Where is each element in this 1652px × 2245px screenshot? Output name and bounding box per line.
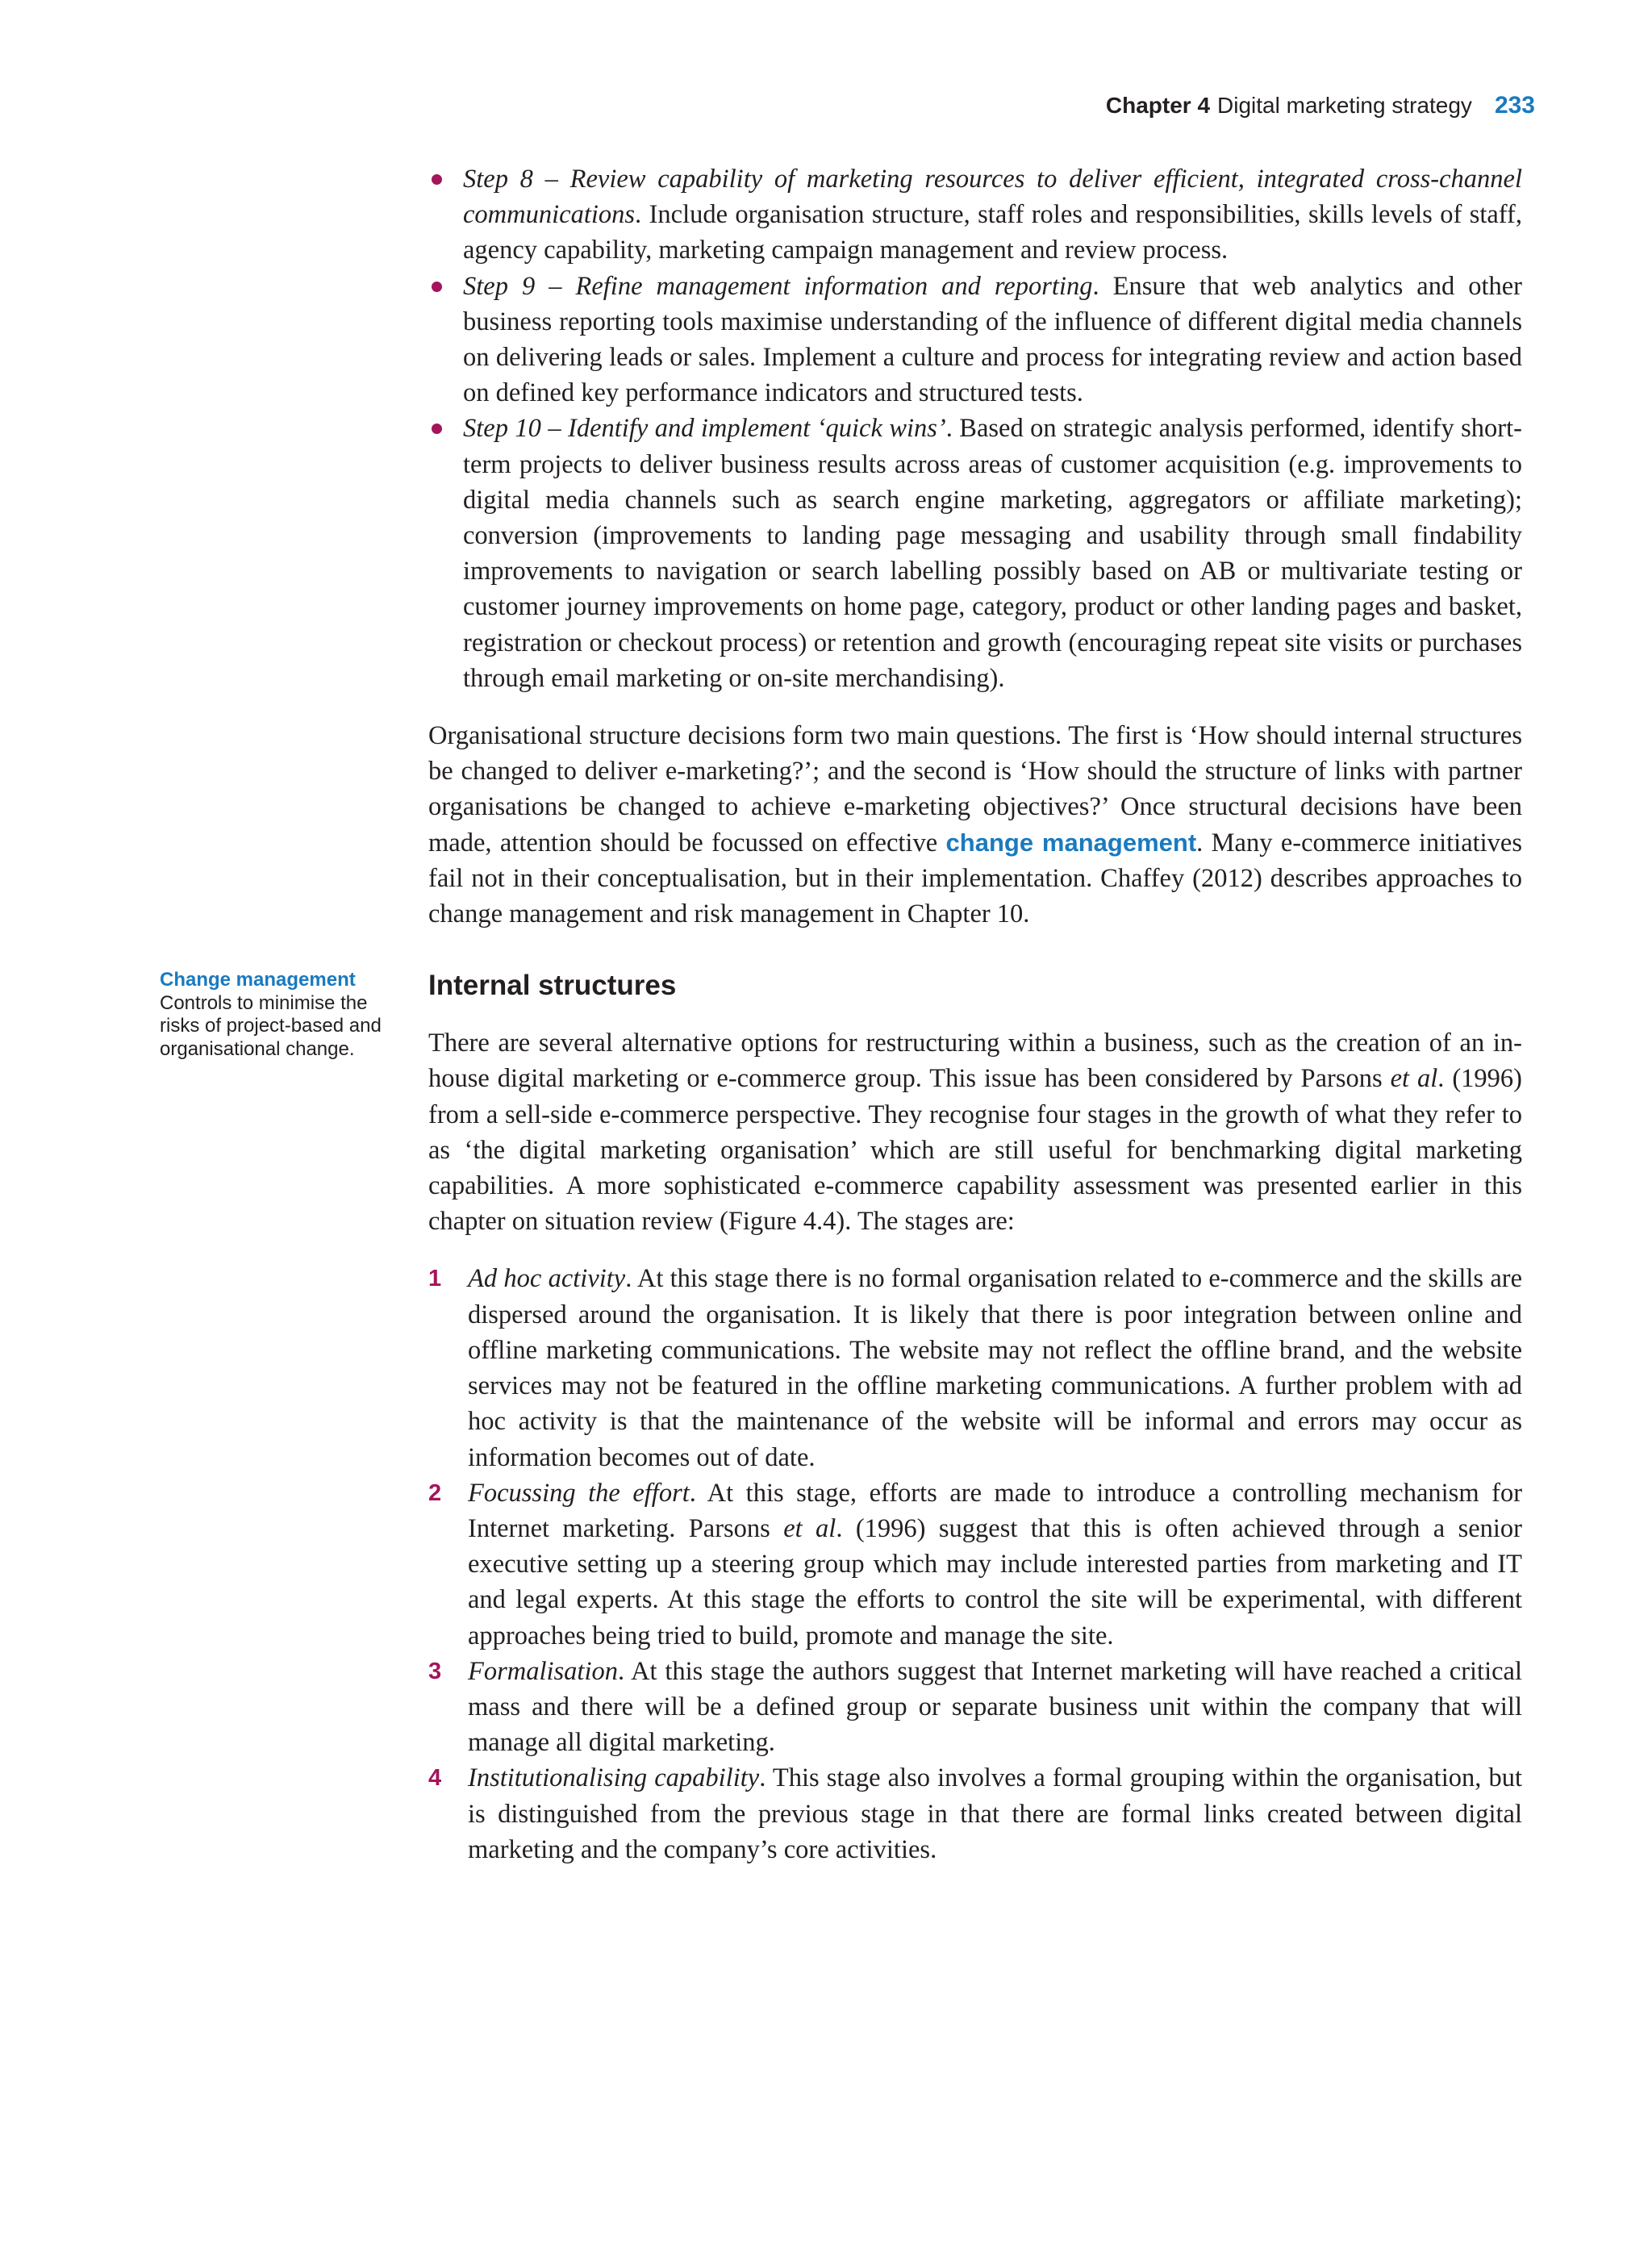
stage-number: 4	[428, 1765, 442, 1792]
list-item	[428, 411, 1522, 696]
stage-text: . This stage also involves a formal grouping within the organisation, but is distinguished from the previous stage in that there are formal links created between digital marketing and the company’s core activities.	[468, 1763, 1522, 1864]
stage-title: Formalisation	[468, 1656, 618, 1686]
stage-text: . At this stage there is no formal organisation related to e-commerce and the skills are dispersed around the organisation. It is likely that there is poor integration between online and offline marketing communications. The website may not reflect the offline brand, and the website services may not be featured in the offline marketing communications. A further problem with ad hoc activity is that the maintenance of the website will be informal and errors may occur as information becomes out of date.	[468, 1264, 1522, 1472]
margin-definition-text: Controls to minimise the risks of project-based and organisational change.	[160, 991, 382, 1060]
list-item	[428, 1654, 1522, 1761]
list-item	[428, 1261, 1522, 1475]
italic-text: et al	[1390, 1064, 1438, 1094]
list-item	[428, 161, 1522, 269]
stage-text: . At this stage, efforts are made to introduce a controlling mechanism for Internet marketing. Parsons	[468, 1478, 1523, 1543]
list-item	[428, 269, 1522, 411]
italic-text: et al	[783, 1513, 836, 1543]
running-head	[1106, 92, 1535, 127]
paragraph-text: There are several alternative options for restructuring within a business, such as the creation of an in-house digital marketing or e-commerce group. This issue has been considered by Parsons	[428, 1029, 1522, 1094]
paragraph-text: Organisational structure decisions form two main questions. The first is ‘How should internal structures be changed to deliver e-marketing?’; and the second is ‘How should the structure of links with partner organisations be changed to achieve e-marketing objectives?’ Once structural decisions have been made, attention should be focussed on effective	[428, 721, 1522, 858]
stage-title: Focussing the effort	[468, 1478, 690, 1508]
margin-definition	[160, 969, 402, 1061]
section-heading: Internal structures	[428, 970, 677, 1002]
stage-text: . (1996) suggest that this is often achieved through a senior executive setting up a steering group which may include interested parties from marketing and IT and legal experts. At this stage the efforts to control the site will be experimental, with different approaches being tried to build, promote and manage the site.	[468, 1513, 1523, 1650]
stage-title: Institutionalising capability	[468, 1763, 760, 1793]
paragraph-text: . Many e-commerce initiatives fail not in their conceptualisation, but in their implementation. Chaffey (2012) describes approaches to change management and risk management in Chapter 10.	[428, 828, 1522, 929]
list-item	[428, 1475, 1522, 1654]
stage-text: . At this stage the authors suggest that Internet marketing will have reached a critical mass and there will be a defined group or separate business unit within the company that will manage all digital marketing.	[468, 1656, 1522, 1758]
bullet-icon	[432, 424, 442, 434]
chapter-label: Chapter 4	[1105, 93, 1211, 118]
step-title: Step 9 – Refine management information and reporting	[463, 271, 1093, 301]
list-item	[428, 1760, 1522, 1867]
paragraph	[428, 1025, 1522, 1239]
stage-number: 2	[428, 1479, 442, 1506]
stages-list	[428, 1261, 1522, 1867]
stage-number: 3	[428, 1658, 442, 1684]
paragraph-text: . (1996) from a sell-side e-commerce perspective. They recognise four stages in the growth of what they refer to as ‘the digital marketing organisation’ which are still useful for benchmarking digital marketing capabilities. A more sophisticated e-commerce capability assessment was presented earlier in this chapter on situation review (Figure 4.4). The stages are:	[428, 1064, 1522, 1237]
step-text: . Include organisation structure, staff roles and responsibilities, skills levels of staff, agency capability, marketing campaign management and review process.	[463, 200, 1522, 265]
step-text: . Based on strategic analysis performed, identify short-term projects to deliver business results across areas of customer acquisition (e.g. improvements to digital media channels such as search engine marketing, aggregators or affiliate marketing); conversion (improvements to landing page messaging and usability through small findability improvements to navigation or search labelling possibly based on AB or multivariate testing or customer journey improvements on home page, category, product or other landing pages and basket, registration or checkout process) or retention and growth (encouraging repeat site visits or purchases through email marketing or on-site merchandising).	[463, 414, 1522, 693]
step-text: . Ensure that web analytics and other business reporting tools maximise understanding of the influence of different digital media channels on delivering leads or sales. Implement a culture and process for integrating review and action based on defined key performance indicators and structured tests.	[463, 271, 1522, 408]
step-title: Step 10 – Identify and implement ‘quick wins’	[463, 414, 946, 444]
body-text	[428, 161, 1522, 1867]
keyword-change-management: change management	[945, 828, 1197, 857]
paragraph	[428, 718, 1522, 932]
page-number: 233	[1494, 92, 1535, 119]
bullet-icon	[432, 174, 442, 185]
steps-list	[428, 161, 1522, 696]
stage-title: Ad hoc activity	[468, 1264, 626, 1294]
stage-number: 1	[428, 1266, 442, 1292]
bullet-icon	[432, 282, 442, 292]
step-title: Step 8 – Review capability of marketing resources to deliver efficient, integrated cross-channel communications	[463, 165, 1522, 230]
chapter-title: Digital marketing strategy	[1217, 93, 1472, 118]
margin-term: Change management	[160, 969, 356, 991]
